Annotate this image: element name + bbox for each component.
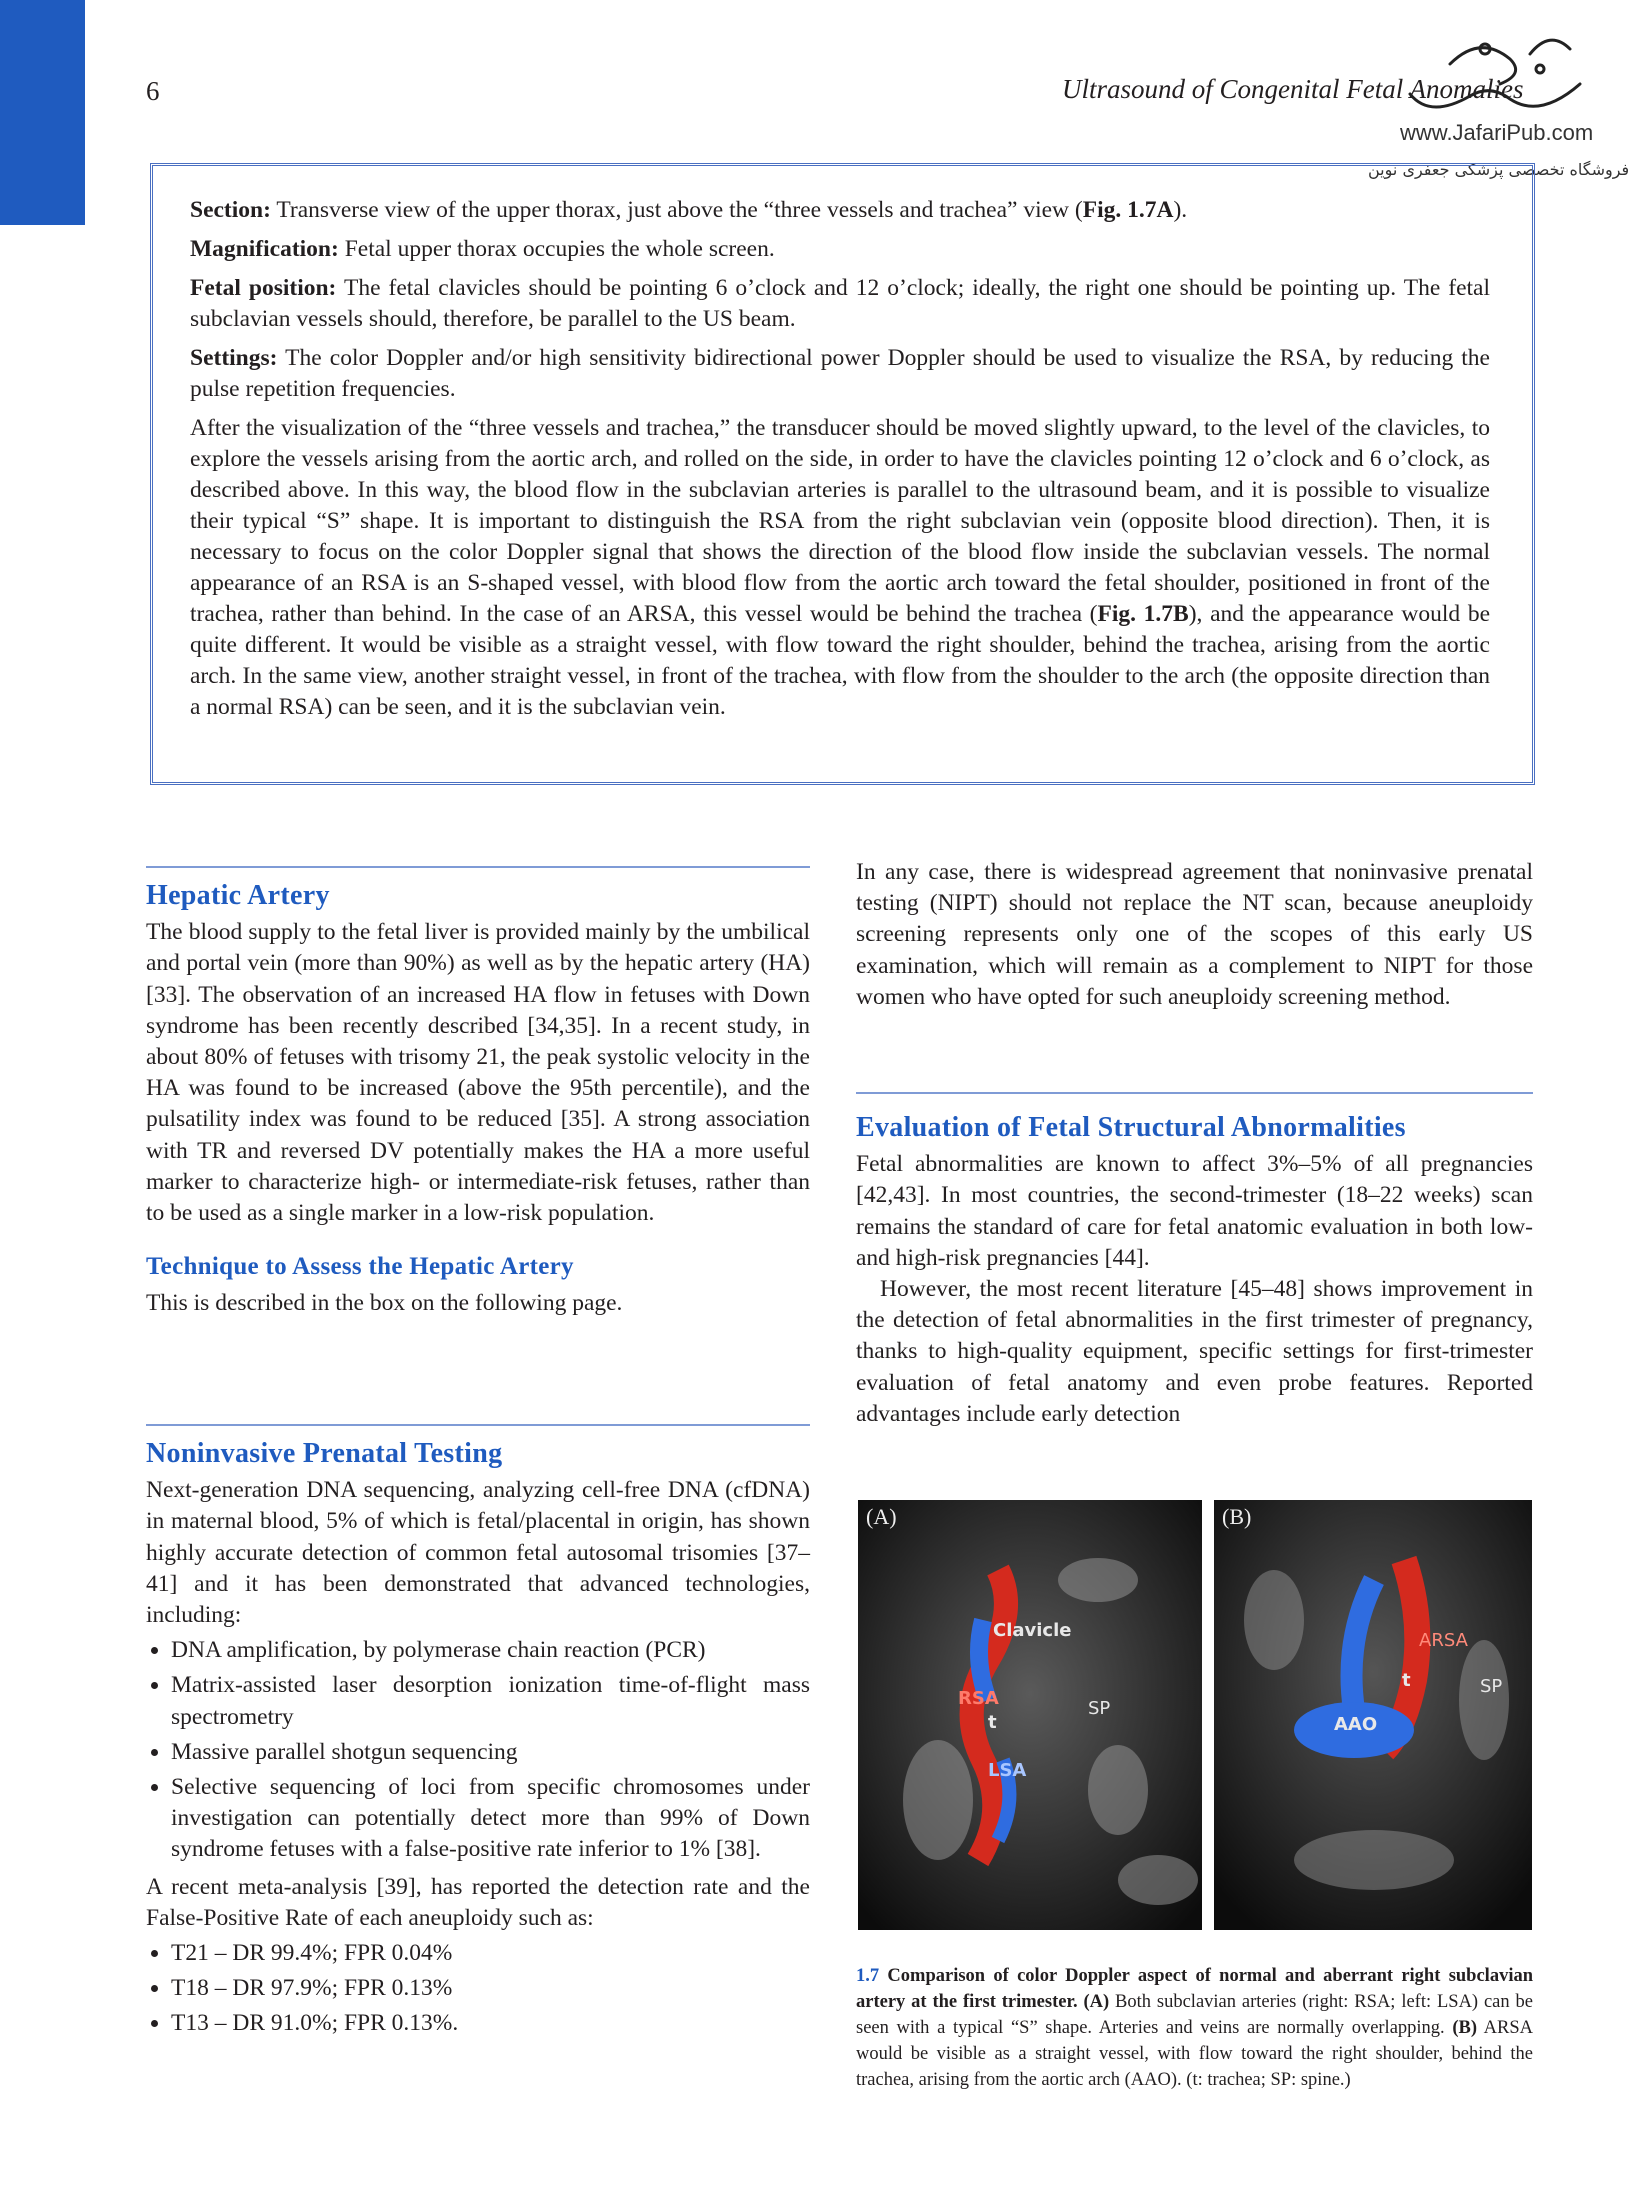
section-rule <box>146 1424 810 1426</box>
hepatic-paragraph: The blood supply to the fetal liver is provided mainly by the umbilical and portal vein (more than 90%) as well as by the hepatic artery (HA) [33]. The observation of an increased HA flow in fetuses with Down syndrome has been recently described [34,35]. In a recent study, in about 80% of fetuses with trisomy 21, the peak systolic velocity in the HA was found to be increased (above the 95th percentile), and the pulsatility index was found to be reduced [35]. A strong association with TR and reversed DV potentially makes the HA a more useful marker to characterize high- or intermediate-risk fetuses, rather than to be used as a single marker in a low-risk population. <box>146 919 810 1227</box>
publisher-url: www.JafariPub.com <box>1400 120 1594 145</box>
figure-caption: 1.7 Comparison of color Doppler aspect of normal and aberrant right subclavian artery at the first trimester. (A) Both subclavian arteries (right: RSA; left: LSA) can be seen with a typical “S” shape. Arteries and veins are normally overlapping. (B) ARSA would be visible as a straight vessel, with flow toward the right shoulder, behind the trachea, arising from the aortic arch (AAO). (t: trachea; SP: spine.) <box>856 1966 1533 2090</box>
technology-list <box>146 1635 810 1865</box>
technique-paragraph: This is described in the box on the following page. <box>146 1290 623 1317</box>
section-para: Section: Transverse view of the upper thorax, just above the “three vessels and trachea” view (Fig. 1.7A). <box>190 197 1188 223</box>
panel-b-label: (B) <box>1222 1504 1252 1529</box>
nipt-paragraph: Next-generation DNA sequencing, analyzing cell-free DNA (cfDNA) in maternal blood, 5% of which is fetal/placental in origin, has shown highly accurate detection of common fetal autosomal trisomies [37–41] and it has been demonstrated that advanced technologies, including: <box>146 1477 810 1629</box>
evaluation-section <box>856 1112 1533 1430</box>
section-rule <box>146 866 810 868</box>
trachea-label: t <box>1402 1670 1411 1691</box>
heading-hepatic-artery: Hepatic Artery <box>146 880 330 911</box>
chapter-tab <box>0 0 85 225</box>
list-item: • Massive parallel shotgun sequencing <box>171 1737 810 1768</box>
trachea-label: t <box>988 1712 997 1733</box>
page-number: 6 <box>146 76 160 106</box>
settings-para: Settings: The color Doppler and/or high sensitivity bidirectional power Doppler should be used to visualize the RSA, by reducing the pulse repetition frequencies. <box>190 345 1490 402</box>
clavicle-label: Clavicle <box>993 1620 1072 1641</box>
publisher-logo <box>1390 24 1600 134</box>
figure-panel-b <box>1214 1500 1532 1930</box>
running-title: Ultrasound of Congenital Fetal Anomalies <box>1062 74 1524 104</box>
technique-box-content <box>190 195 1490 731</box>
magnification-para: Magnification: Fetal upper thorax occupies the whole screen. <box>190 236 775 262</box>
list-item: • DNA amplification, by polymerase chain reaction (PCR) <box>171 1635 810 1666</box>
aneuploidy-list <box>146 1938 810 2040</box>
list-item: • T13 – DR 91.0%; FPR 0.13%. <box>171 2008 810 2039</box>
evaluation-paragraph-2: However, the most recent literature [45–48] shows improvement in the detection of fetal abnormalities in the first trimester of pregnancy, thanks to high-quality equipment, specific settings for first-trimester evaluation of fetal anatomy and even probe features. Reported advantages include early detection <box>856 1276 1533 1427</box>
heading-evaluation: Evaluation of Fetal Structural Abnormalities <box>856 1112 1406 1143</box>
section-rule <box>856 1092 1533 1094</box>
publisher-name: فروشگاه تخصصی پزشکی جعفری نوین <box>1368 160 1630 179</box>
list-item: • T18 – DR 97.9%; FPR 0.13% <box>171 1973 810 2004</box>
lsa-label: LSA <box>988 1760 1027 1781</box>
list-item: • Selective sequencing of loci from specific chromosomes under investigation can potentially detect more than 99% of Down syndrome fetuses with a false-positive rate inferior to 1% [38]. <box>171 1772 810 1866</box>
heading-technique: Technique to Assess the Hepatic Artery <box>146 1253 574 1281</box>
arsa-label: ARSA <box>1419 1630 1468 1651</box>
hepatic-section <box>146 880 810 1320</box>
meta-analysis-paragraph: A recent meta-analysis [39], has reported the detection rate and the False-Positive Rate of each aneuploidy such as: <box>146 1873 810 1931</box>
nipt-continued-paragraph: In any case, there is widespread agreement that noninvasive prenatal testing (NIPT) should not replace the NT scan, because aneuploidy screening represents only one of the scopes of this early US examination, which will remain as a complement to NIPT for those women who have opted for such aneuploidy screening method. <box>856 859 1533 1010</box>
list-item: • T21 – DR 99.4%; FPR 0.04% <box>171 1938 810 1969</box>
fetal-position-para: Fetal position: The fetal clavicles should be pointing 6 o’clock and 12 o’clock; ideally, the right one should be pointing up. The fetal subclavian vessels should, therefore, be parallel to the US beam. <box>190 275 1490 332</box>
evaluation-paragraph-1: Fetal abnormalities are known to affect 3%–5% of all pregnancies [42,43]. In most countries, the second-trimester (18–22 weeks) scan remains the standard of care for fetal anatomic evaluation in both low- and high-risk pregnancies [44]. <box>856 1151 1533 1271</box>
list-item: • Matrix-assisted laser desorption ionization time-of-flight mass spectrometry <box>171 1670 810 1732</box>
ultrasound-image-a <box>858 1500 1202 1930</box>
heading-nipt: Noninvasive Prenatal Testing <box>146 1438 503 1469</box>
aao-label: AAO <box>1334 1714 1378 1735</box>
procedure-para: After the visualization of the “three vessels and trachea,” the transducer should be moved slightly upward, to the level of the clavicles, to explore the vessels arising from the aortic arch, and rolled on the side, in order to have the clavicles pointing 12 o’clock and 6 o’clock, as described above. In this way, the blood flow in the subclavian arteries is parallel to the ultrasound beam, and it is possible to visualize their typical “S” shape. It is important to distinguish the RSA from the right subclavian vein (opposite blood direction). Then, it is necessary to focus on the color Doppler signal that shows the direction of the blood flow inside the subclavian vessels. The normal appearance of an RSA is an S-shaped vessel, with blood flow from the aortic arch toward the fetal shoulder, positioned in front of the trachea, rather than behind. In the case of an ARSA, this vessel would be behind the trachea (Fig. 1.7B), and the appearance would be quite different. It would be visible as a straight vessel, with flow toward the right shoulder, behind the trachea, arising from the aortic arch. In the same view, another straight vessel, in front of the trachea, with flow from the shoulder to the arch (the opposite direction than a normal RSA) can be seen, and it is the subclavian vein. <box>190 415 1490 720</box>
nipt-section <box>146 1438 810 2046</box>
spine-label: SP <box>1088 1698 1111 1719</box>
figure-panel-a <box>858 1500 1202 1930</box>
rsa-label: RSA <box>958 1688 999 1709</box>
right-column-top <box>856 857 1533 1013</box>
panel-a-label: (A) <box>866 1504 897 1529</box>
spine-label: SP <box>1480 1676 1503 1697</box>
